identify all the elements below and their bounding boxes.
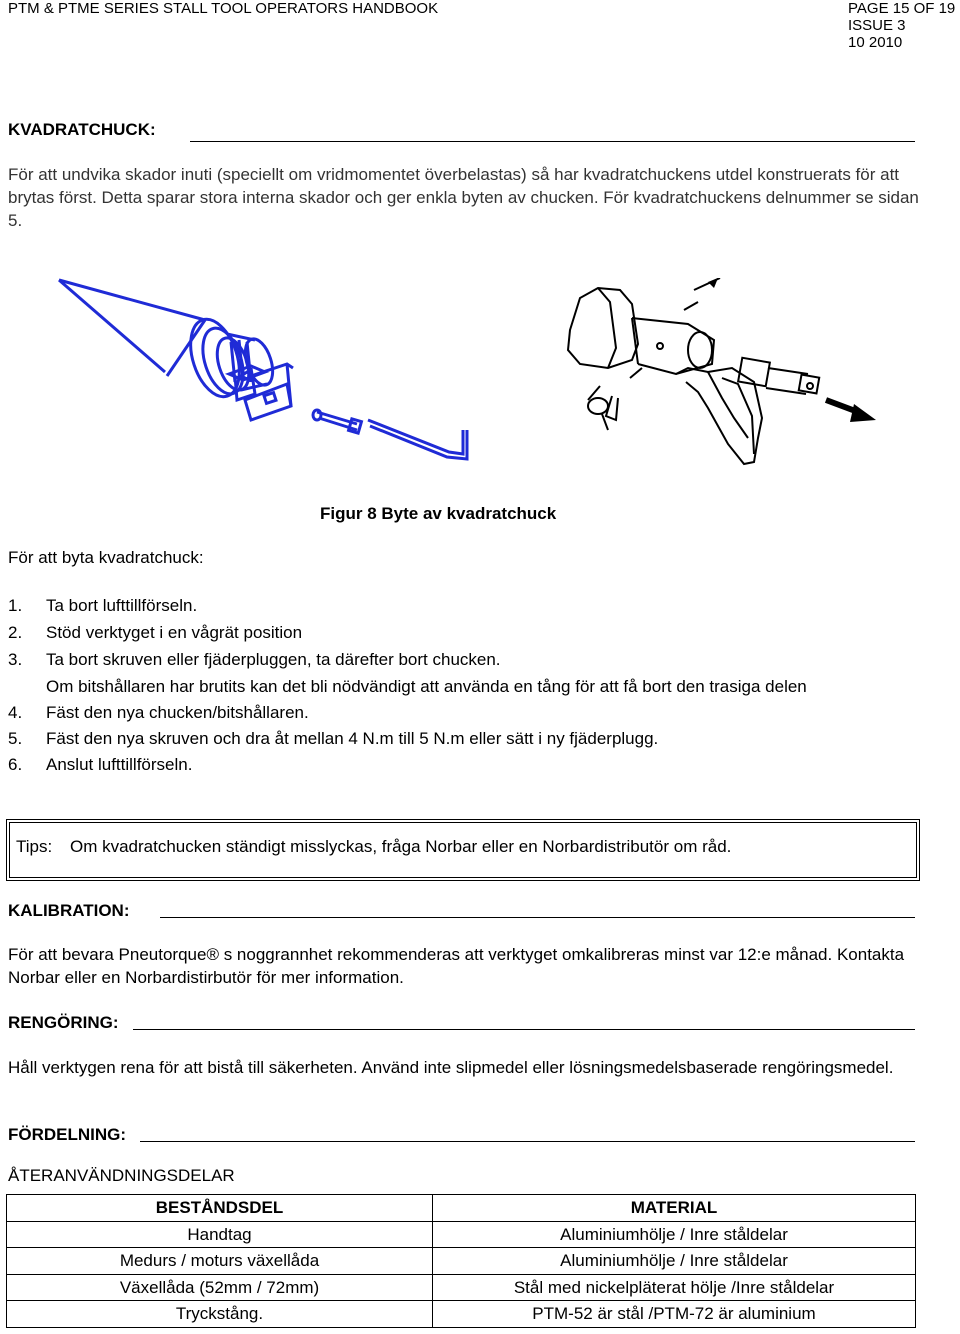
square-drive-paragraph: För att undvika skador inuti (speciellt om vridmomentet överbelastas) så har kvadratchuckens utdel konstruerats för att brytas först. Detta sparar stora interna skador och ger enkla byten av chucken. För kvadratchuckens delnummer se sidan 5.: [8, 165, 919, 230]
list-item: 4. Fäst den nya chucken/bitshållaren.: [8, 703, 309, 722]
table-row: [7, 1248, 916, 1275]
list-item: 1. Ta bort lufttillförseln.: [8, 596, 198, 615]
table-row: [7, 1221, 916, 1248]
tip-text: Tips: Om kvadratchucken ständigt misslyckas, fråga Norbar eller en Norbardistributör om råd.: [16, 837, 732, 856]
cleaning-paragraph: Håll verktygen rena för att bistå till säkerheten. Använd inte slipmedel eller lösningsmedelsbaserade rengöringsmedel.: [8, 1058, 894, 1077]
table-cell: Handtag: [7, 1221, 433, 1248]
column-header-material: MATERIAL: [433, 1195, 916, 1222]
table-cell: Växellåda (52mm / 72mm): [7, 1274, 433, 1301]
table-cell: Stål med nickelpläterat hölje /Inre ståldelar: [433, 1274, 916, 1301]
parts-table: [6, 1194, 916, 1328]
procedure-intro: För att byta kvadratchuck:: [8, 548, 204, 567]
tool-head-illustration: [558, 278, 883, 468]
document-title: PTM & PTME SERIES STALL TOOL OPERATORS HANDBOOK: [8, 0, 439, 17]
table-cell: Medurs / moturs växellåda: [7, 1248, 433, 1275]
tip-label: Tips:: [16, 837, 53, 856]
list-item: 3. Ta bort skruven eller fjäderpluggen, ta därefter bort chucken.: [8, 650, 501, 669]
table-cell: Aluminiumhölje / Inre ståldelar: [433, 1221, 916, 1248]
heading-rule: [140, 1141, 915, 1142]
list-item: 5. Fäst den nya skruven och dra åt mellan 4 N.m till 5 N.m eller sätt i ny fjäderplugg.: [8, 729, 659, 748]
column-header-component: BESTÅNDSDEL: [7, 1195, 433, 1222]
issue-number: ISSUE 3: [848, 17, 906, 34]
page-number: PAGE 15 OF 19: [848, 0, 956, 17]
issue-date: 10 2010: [848, 34, 903, 51]
heading-rule: [160, 917, 915, 918]
table-cell: PTM-52 är stål /PTM-72 är aluminium: [433, 1301, 916, 1328]
list-item: 2. Stöd verktyget i en vågrät position: [8, 623, 303, 642]
section-heading-square-drive: KVADRATCHUCK:: [8, 120, 156, 139]
list-item: Om bitshållaren har brutits kan det bli nödvändigt att använda en tång för att få bort den trasiga delen: [46, 677, 807, 696]
calibration-paragraph: För att bevara Pneutorque® s noggrannhet rekommenderas att verktyget omkalibreras minst var 12:e månad. Kontakta Norbar eller en Norbardistirbutör för mer information.: [8, 945, 905, 987]
table-cell: Tryckstång.: [7, 1301, 433, 1328]
heading-rule: [190, 141, 915, 142]
table-row: [7, 1301, 916, 1328]
section-heading-disposal: FÖRDELNING:: [8, 1125, 127, 1144]
section-heading-calibration: KALIBRATION:: [8, 901, 130, 920]
figure-caption: Figur 8 Byte av kvadratchuck: [320, 504, 557, 523]
table-cell: Aluminiumhölje / Inre ståldelar: [433, 1248, 916, 1275]
heading-rule: [133, 1029, 915, 1030]
recycling-subheading: ÅTERANVÄNDNINGSDELAR: [8, 1166, 235, 1185]
square-drive-parts-illustration: [55, 272, 480, 467]
table-header-row: [7, 1195, 916, 1222]
section-heading-cleaning: RENGÖRING:: [8, 1013, 119, 1032]
list-item: 6. Anslut lufttillförseln.: [8, 755, 193, 774]
table-row: [7, 1274, 916, 1301]
header-meta: [848, 0, 960, 51]
